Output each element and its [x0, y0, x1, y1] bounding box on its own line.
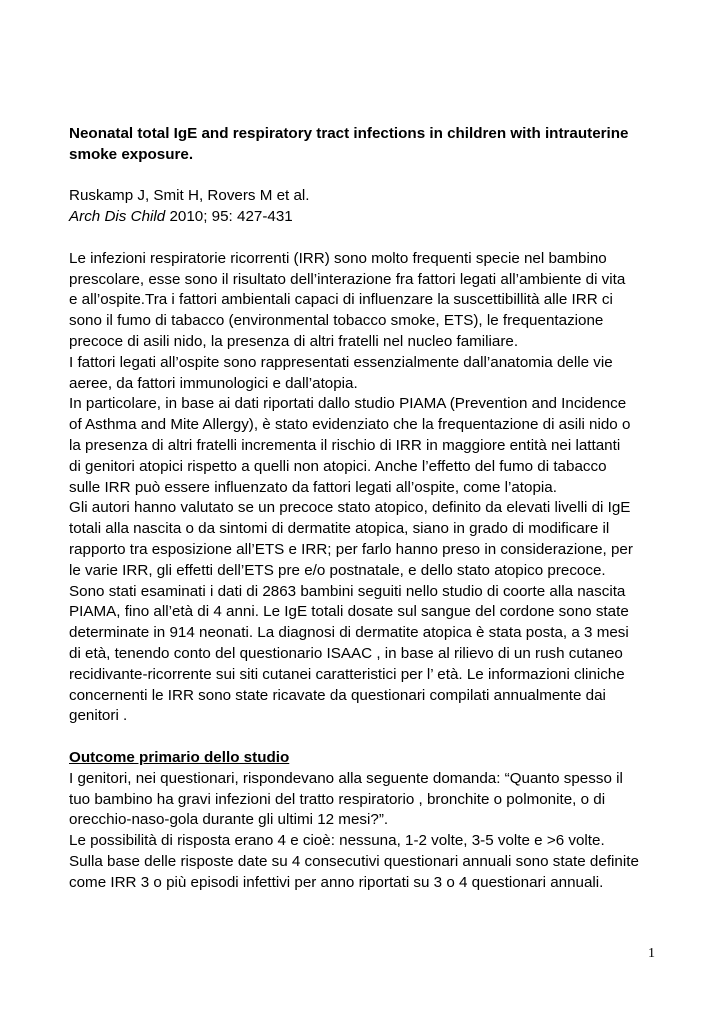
body-line: rapporto tra esposizione all’ETS e IRR; per farlo hanno preso in considerazione, per — [69, 540, 633, 558]
body-line: PIAMA, fino all’età di 4 anni. Le IgE totali dosate sul sangue del cordone sono state — [69, 603, 629, 621]
spacer — [69, 727, 661, 748]
section-line: orecchio-naso-gola durante gli ultimi 12 mesi?”. — [69, 811, 389, 829]
body-line: sulle IRR può essere influenzato da fattori legati all’ospite, come l’atopia. — [69, 478, 557, 496]
article-title-line-1: Neonatal total IgE and respiratory tract infections in children with intrauterine — [69, 125, 629, 142]
body-line: concernenti le IRR sono state ricavate da questionari compilati annualmente dai — [69, 686, 606, 704]
body-line: Gli autori hanno valutato se un precoce stato atopico, definito da elevati livelli di IgE — [69, 499, 631, 517]
spacer — [69, 166, 661, 187]
body-line: Le infezioni respiratorie ricorrenti (IRR) sono molto frequenti specie nel bambino — [69, 249, 607, 267]
section-line: come IRR 3 o più episodi infettivi per anno riportati su 3 o 4 questionari annuali. — [69, 873, 604, 891]
body-line: le varie IRR, gli effetti dell’ETS pre e/o postnatale, e dello stato atopico precoce. — [69, 561, 606, 579]
citation — [69, 207, 661, 228]
page-number: 1 — [648, 946, 655, 961]
body-line: genitori . — [69, 707, 128, 725]
body-line: totali alla nascita o da sintomi di dermatite atopica, siano in grado di modificare il — [69, 520, 610, 538]
article-title-line-2: smoke exposure. — [69, 145, 194, 163]
document-page — [69, 124, 661, 893]
body-line: aeree, da fattori immunologici e dall’atopia. — [69, 374, 358, 392]
body-line: di età, tenendo conto del questionario ISAAC , in base al rilievo di un rush cutaneo — [69, 644, 623, 662]
body-line: In particolare, in base ai dati riportati dallo studio PIAMA (Prevention and Incidence — [69, 395, 627, 413]
section-line: Le possibilità di risposta erano 4 e cioè: nessuna, 1-2 volte, 3-5 volte e >6 volte. — [69, 832, 605, 850]
body-line: e all’ospite.Tra i fattori ambientali capaci di influenzare la suscettibillità alle IRR ci — [69, 291, 613, 309]
body-line: la presenza di altri fratelli incrementa il rischio di IRR in maggiore entità nei lattanti — [69, 436, 621, 454]
spacer — [69, 228, 661, 249]
body-line: of Asthma and Mite Allergy), è stato evidenziato che la frequentazione di asili nido o — [69, 416, 631, 434]
section-text — [69, 769, 661, 894]
body-text — [69, 249, 661, 727]
section-line: I genitori, nei questionari, rispondevano alla seguente domanda: “Quanto spesso il — [69, 769, 623, 787]
authors: Ruskamp J, Smit H, Rovers M et al. — [69, 187, 310, 205]
section-heading: Outcome primario dello studio — [69, 748, 290, 766]
section-line: Sulla base delle risposte date su 4 consecutivi questionari annuali sono state definite — [69, 852, 639, 870]
section-line: tuo bambino ha gravi infezioni del tratto respiratorio , bronchite o polmonite, o di — [69, 790, 606, 808]
body-line: sono il fumo di tabacco (environmental tobacco smoke, ETS), le frequentazione — [69, 312, 604, 330]
body-line: prescolare, esse sono il risultato dell’interazione fra fattori legati all’ambiente di vita — [69, 270, 626, 288]
body-line: di genitori atopici rispetto a quelli non atopici. Anche l’effetto del fumo di tabacco — [69, 457, 607, 475]
citation-details: 2010; 95: 427-431 — [165, 208, 293, 226]
body-line: Sono stati esaminati i dati di 2863 bambini seguiti nello studio di coorte alla nascita — [69, 582, 626, 600]
journal-name: Arch Dis Child — [69, 208, 166, 226]
body-line: determinate in 914 neonati. La diagnosi di dermatite atopica è stata posta, a 3 mesi — [69, 624, 629, 642]
body-line: I fattori legati all’ospite sono rappresentati essenzialmente dall’anatomia delle vie — [69, 353, 613, 371]
body-line: precoce di asili nido, la presenza di altri fratelli nel nucleo familiare. — [69, 332, 519, 350]
body-line: recidivante-ricorrente sui siti cutanei caratteristici per l’ età. Le informazioni cliniche — [69, 665, 625, 683]
